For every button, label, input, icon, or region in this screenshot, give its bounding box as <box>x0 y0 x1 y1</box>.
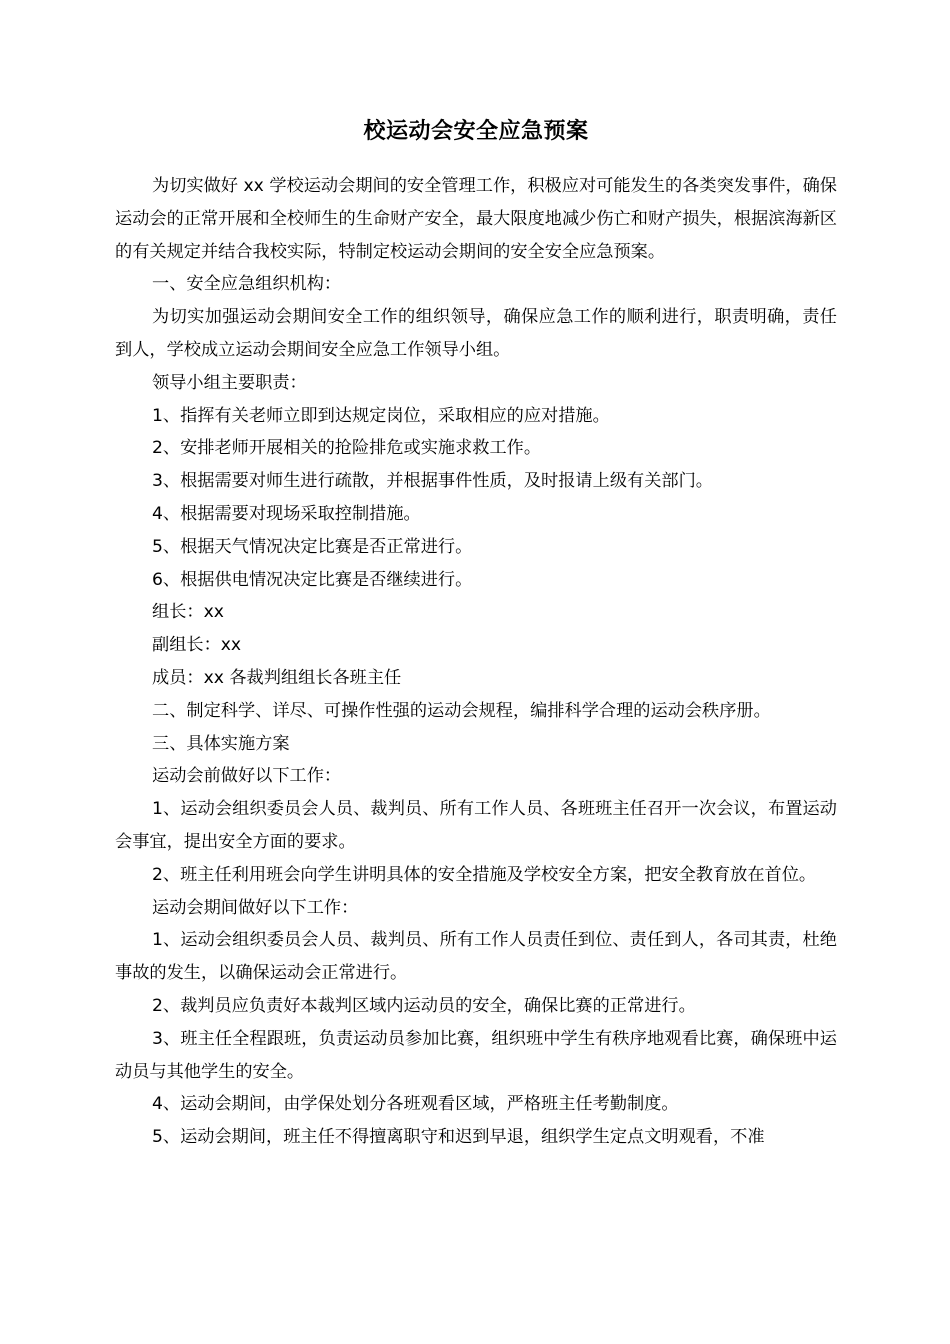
duty-item-4: 4、根据需要对现场采取控制措施。 <box>152 503 421 524</box>
duty-item-6: 6、根据供电情况决定比赛是否继续进行。 <box>152 569 473 590</box>
members-line: 成员：xx 各裁判组组长各班主任 <box>152 667 402 688</box>
during-item-5: 5、运动会期间，班主任不得擅离职守和迟到早退，组织学生定点文明观看，不准 <box>152 1127 765 1148</box>
duty-item-1: 1、指挥有关老师立即到达规定岗位，采取相应的应对措施。 <box>152 405 610 426</box>
duty-item-3: 3、根据需要对师生进行疏散，并根据事件性质，及时报请上级有关部门。 <box>152 471 713 492</box>
document-title: 校运动会安全应急预案 <box>363 119 589 144</box>
heading-organization: 一、安全应急组织机构： <box>152 274 342 295</box>
paragraph-organization: 为切实加强运动会期间安全工作的组织领导，确保应急工作的顺利进行，职责明确，责任到人，学校成立运动会期间安全应急工作领导小组。 <box>115 307 837 360</box>
duty-item-5: 5、根据天气情况决定比赛是否正常进行。 <box>152 536 473 557</box>
during-item-4: 4、运动会期间，由学保处划分各班观看区域，严格班主任考勤制度。 <box>152 1094 679 1115</box>
heading-rules: 二、制定科学、详尽、可操作性强的运动会规程，编排科学合理的运动会秩序册。 <box>152 700 771 721</box>
during-item-3: 3、班主任全程跟班，负责运动员参加比赛，组织班中学生有秩序地观看比赛，确保班中运动员与其他学生的安全。 <box>115 1028 837 1082</box>
during-item-2: 2、裁判员应负责好本裁判区域内运动员的安全，确保比赛的正常进行。 <box>152 995 696 1016</box>
heading-duties: 领导小组主要职责： <box>152 372 307 393</box>
heading-before-meet: 运动会前做好以下工作： <box>152 766 342 787</box>
heading-implementation: 三、具体实施方案 <box>152 733 290 754</box>
during-item-1: 1、运动会组织委员会人员、裁判员、所有工作人员责任到位、责任到人，各司其责，杜绝事故的发生，以确保运动会正常进行。 <box>115 930 837 984</box>
deputy-leader-line: 副组长：xx <box>152 635 242 656</box>
duty-item-2: 2、安排老师开展相关的抢险排危或实施求救工作。 <box>152 438 542 459</box>
before-item-2: 2、班主任利用班会向学生讲明具体的安全措施及学校安全方案，把安全教育放在首位。 <box>152 864 817 885</box>
paragraph-intro: 为切实做好 xx 学校运动会期间的安全管理工作，积极应对可能发生的各类突发事件，确保运动会的正常开展和全校师生的生命财产安全，最大限度地减少伤亡和财产损失，根据滨海新区的有关规定并结合我校实际，特制定校运动会期间的安全安全应急预案。 <box>115 176 837 262</box>
before-item-1: 1、运动会组织委员会人员、裁判员、所有工作人员、各班班主任召开一次会议，布置运动会事宜，提出安全方面的要求。 <box>115 799 837 852</box>
document-page <box>115 112 837 1154</box>
leader-line: 组长：xx <box>152 602 224 623</box>
heading-during-meet: 运动会期间做好以下工作： <box>152 897 359 918</box>
